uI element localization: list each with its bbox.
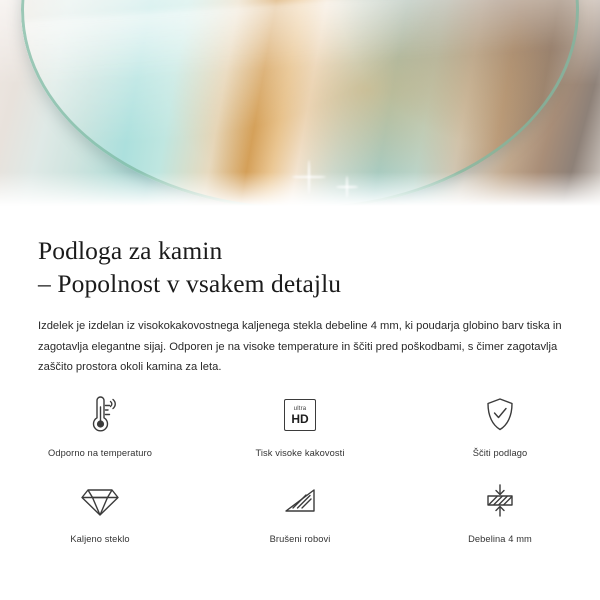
diamond-icon	[81, 478, 119, 524]
feature-item-temperature	[0, 392, 200, 458]
feature-label: Odporno na temperaturo	[47, 448, 152, 458]
polished-edges-icon	[280, 478, 320, 524]
thickness-arrows-icon	[480, 478, 520, 524]
headline-line-1: Podloga za kamin	[38, 236, 223, 265]
feature-label: Debelina 4 mm	[468, 534, 532, 544]
feature-label: Ščiti podlago	[472, 448, 528, 458]
feature-label: Kaljeno steklo	[70, 534, 130, 544]
page-title	[38, 234, 600, 300]
ultra-hd-top-label: ultra	[293, 405, 307, 412]
feature-label: Tisk visoke kakovosti	[255, 448, 345, 458]
feature-row-1	[0, 392, 600, 458]
hero-fade-overlay	[0, 172, 600, 212]
thermometer-icon	[83, 392, 117, 438]
headline-line-2: – Popolnost v vsakem detajlu	[38, 269, 342, 298]
ultra-hd-bottom-label: HD	[291, 411, 309, 426]
feature-grid	[0, 392, 600, 544]
hero-image	[0, 0, 600, 212]
content-block	[0, 212, 600, 378]
feature-item-tempered-glass	[0, 478, 200, 544]
feature-item-thickness	[400, 478, 600, 544]
feature-item-surface-protection	[400, 392, 600, 458]
shield-check-icon	[483, 392, 517, 438]
ultra-hd-icon	[284, 392, 316, 438]
feature-item-polished-edges	[200, 478, 400, 544]
feature-label: Brušeni robovi	[269, 534, 331, 544]
description-paragraph: Izdelek je izdelan iz visokokakovostnega kaljenega stekla debeline 4 mm, ki poudarja globino barv tiska in zagotavlja elegantne sijaj. Odporen je na visoke temperature in ščiti pred poškodbami, s čimer zagotavlja zaščito prostora okoli kamina za leta.	[38, 320, 562, 373]
feature-row-2	[0, 478, 600, 544]
feature-item-print-quality	[200, 392, 400, 458]
